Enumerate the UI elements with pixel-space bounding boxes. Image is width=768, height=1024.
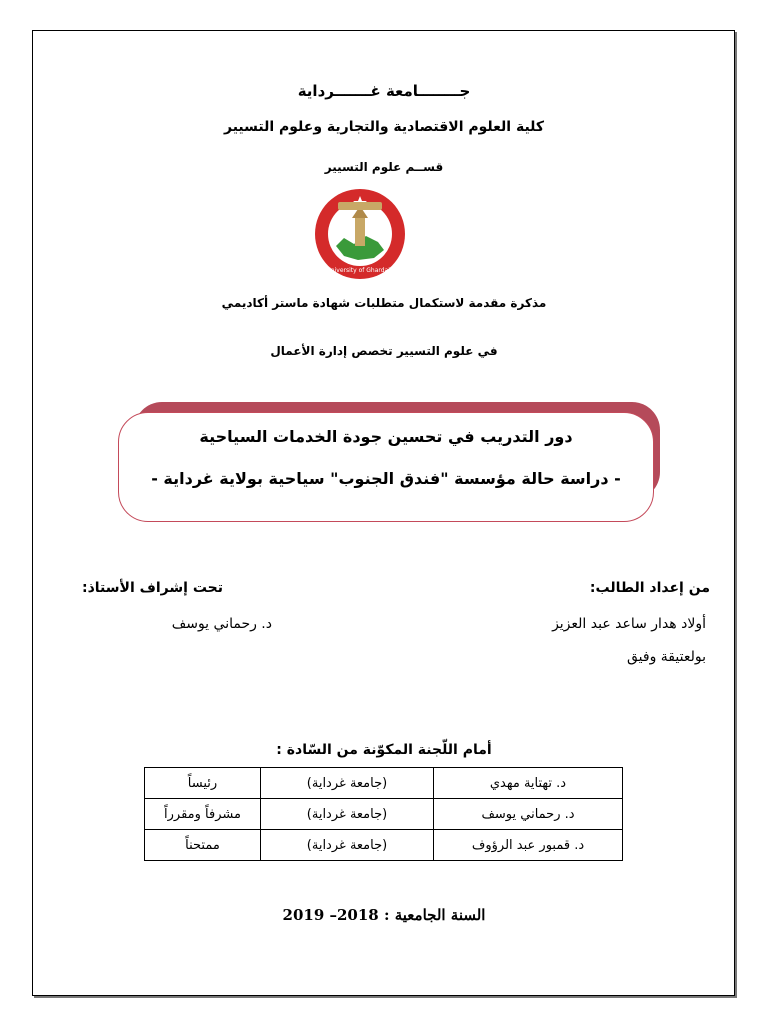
university-name: جــــــــامعة غـــــــرداية xyxy=(297,82,471,100)
member-name: د. رحماني يوسف xyxy=(434,799,623,830)
member-name: د. تهتاية مهدي xyxy=(434,768,623,799)
seal-ring-text: University of Ghardaia xyxy=(326,267,394,274)
supervisor-name: د. رحماني يوسف xyxy=(171,616,272,632)
member-role: ممتحناً xyxy=(145,830,261,861)
committee-label: أمام اللّجنة المكوّنة من السّادة : xyxy=(276,742,492,758)
memo-specialty: في علوم التسيير تخصص إدارة الأعمال xyxy=(270,344,498,358)
memo-description: مذكرة مقدمة لاستكمال متطلبات شهادة ماستر أكاديمي xyxy=(221,296,547,310)
department-name: قســم علوم التسيير xyxy=(324,160,444,174)
student-name: أولاد هدار ساعد عبد العزيز xyxy=(552,616,706,632)
faculty-name: كلية العلوم الاقتصادية والتجارية وعلوم التسيير xyxy=(223,119,545,135)
thesis-title: دور التدريب في تحسين جودة الخدمات السياحية xyxy=(199,427,573,446)
committee-table xyxy=(144,767,623,861)
member-role: مشرفاً ومقرراً xyxy=(145,799,261,830)
member-role: رئيساً xyxy=(145,768,261,799)
table-row xyxy=(145,799,623,830)
thesis-subtitle: - دراسة حالة مؤسسة "فندق الجنوب" سياحية بولاية غرداية - xyxy=(151,469,621,488)
thesis-title-box xyxy=(118,412,654,522)
member-affiliation: (جامعة غرداية) xyxy=(261,830,434,861)
supervised-by-label: تحت إشراف الأستاذ: xyxy=(82,580,223,596)
academic-year: السنة الجامعية : 2018– 2019 xyxy=(282,906,486,924)
prepared-by-label: من إعداد الطالب: xyxy=(589,580,710,596)
member-name: د. قمبور عبد الرؤوف xyxy=(434,830,623,861)
student-name: بولعتيقة وفيق xyxy=(627,649,706,665)
member-affiliation: (جامعة غرداية) xyxy=(261,768,434,799)
member-affiliation: (جامعة غرداية) xyxy=(261,799,434,830)
table-row xyxy=(145,768,623,799)
table-row xyxy=(145,830,623,861)
university-of-ghardaia-seal-icon xyxy=(314,188,406,280)
